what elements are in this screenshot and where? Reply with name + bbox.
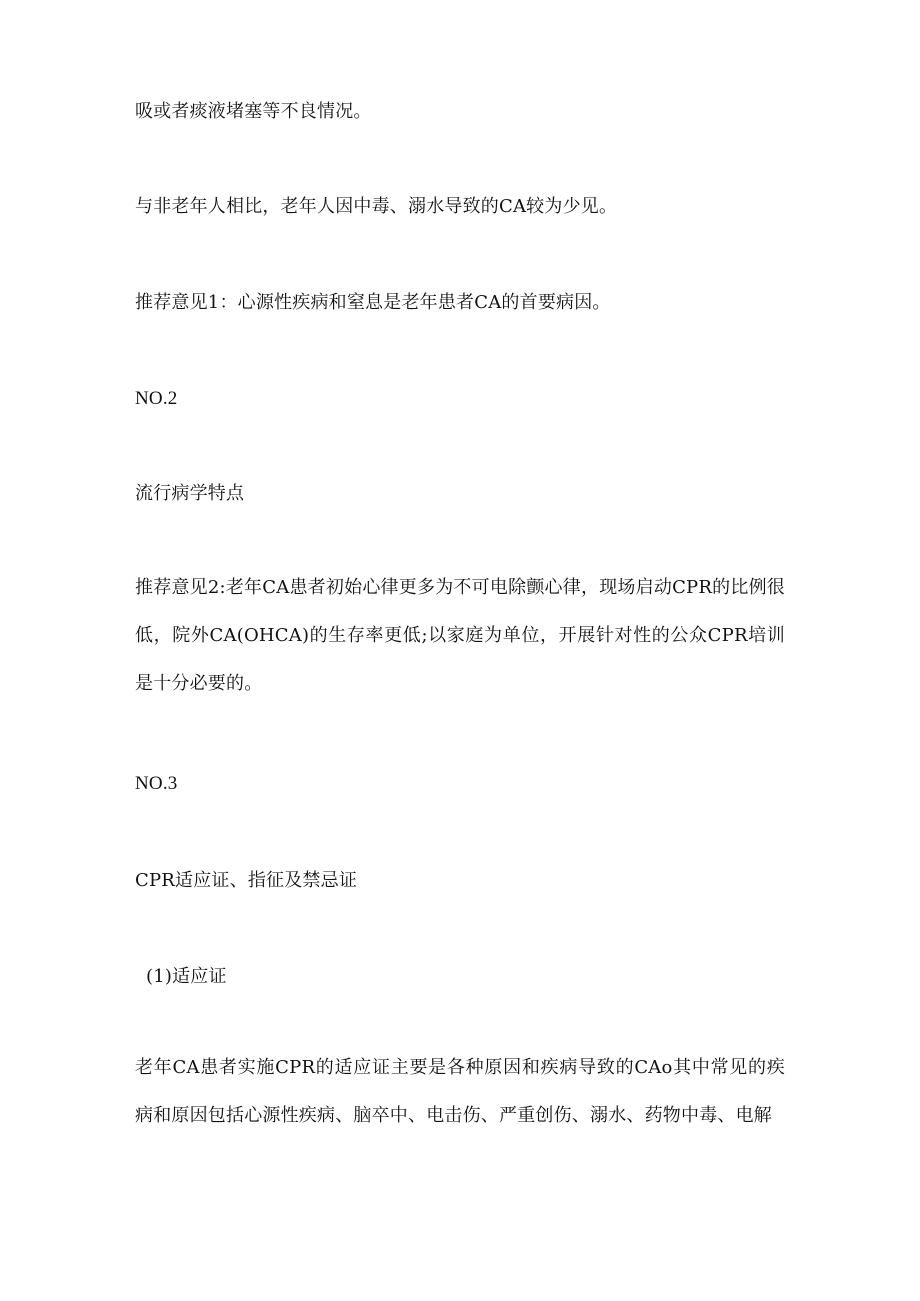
paragraph-recommendation-2: 推荐意见2:老年CA患者初始心律更多为不可电除颤心律，现场启动CPR的比例很低，院外CA(OHCA)的生存率更低;以家庭为单位，开展针对性的公众CPR培训是十分必要的。: [135, 577, 785, 694]
paragraph-airway-obstruction: 吸或者痰液堵塞等不良情况。: [135, 101, 372, 122]
paragraph-indications: 老年CA患者实施CPR的适应证主要是各种原因和疾病导致的CAo其中常见的疾病和原因包括心源性疾病、脑卒中、电击伤、严重创伤、溺水、药物中毒、电解: [135, 1057, 785, 1126]
paragraph-recommendation-1: 推荐意见1：心源性疾病和窒息是老年患者CA的首要病因。: [135, 292, 611, 313]
paragraph-poisoning-drowning: 与非老年人相比，老年人因中毒、溺水导致的CA较为少见。: [135, 196, 618, 217]
section-title-epidemiology: 流行病学特点: [135, 483, 245, 504]
section-heading-no3: NO.3: [135, 773, 178, 794]
section-heading-no2: NO.2: [135, 388, 178, 409]
section-title-cpr: CPR适应证、指征及禁忌证: [135, 870, 358, 891]
subsection-title-indications: (1)适应证: [146, 966, 227, 987]
